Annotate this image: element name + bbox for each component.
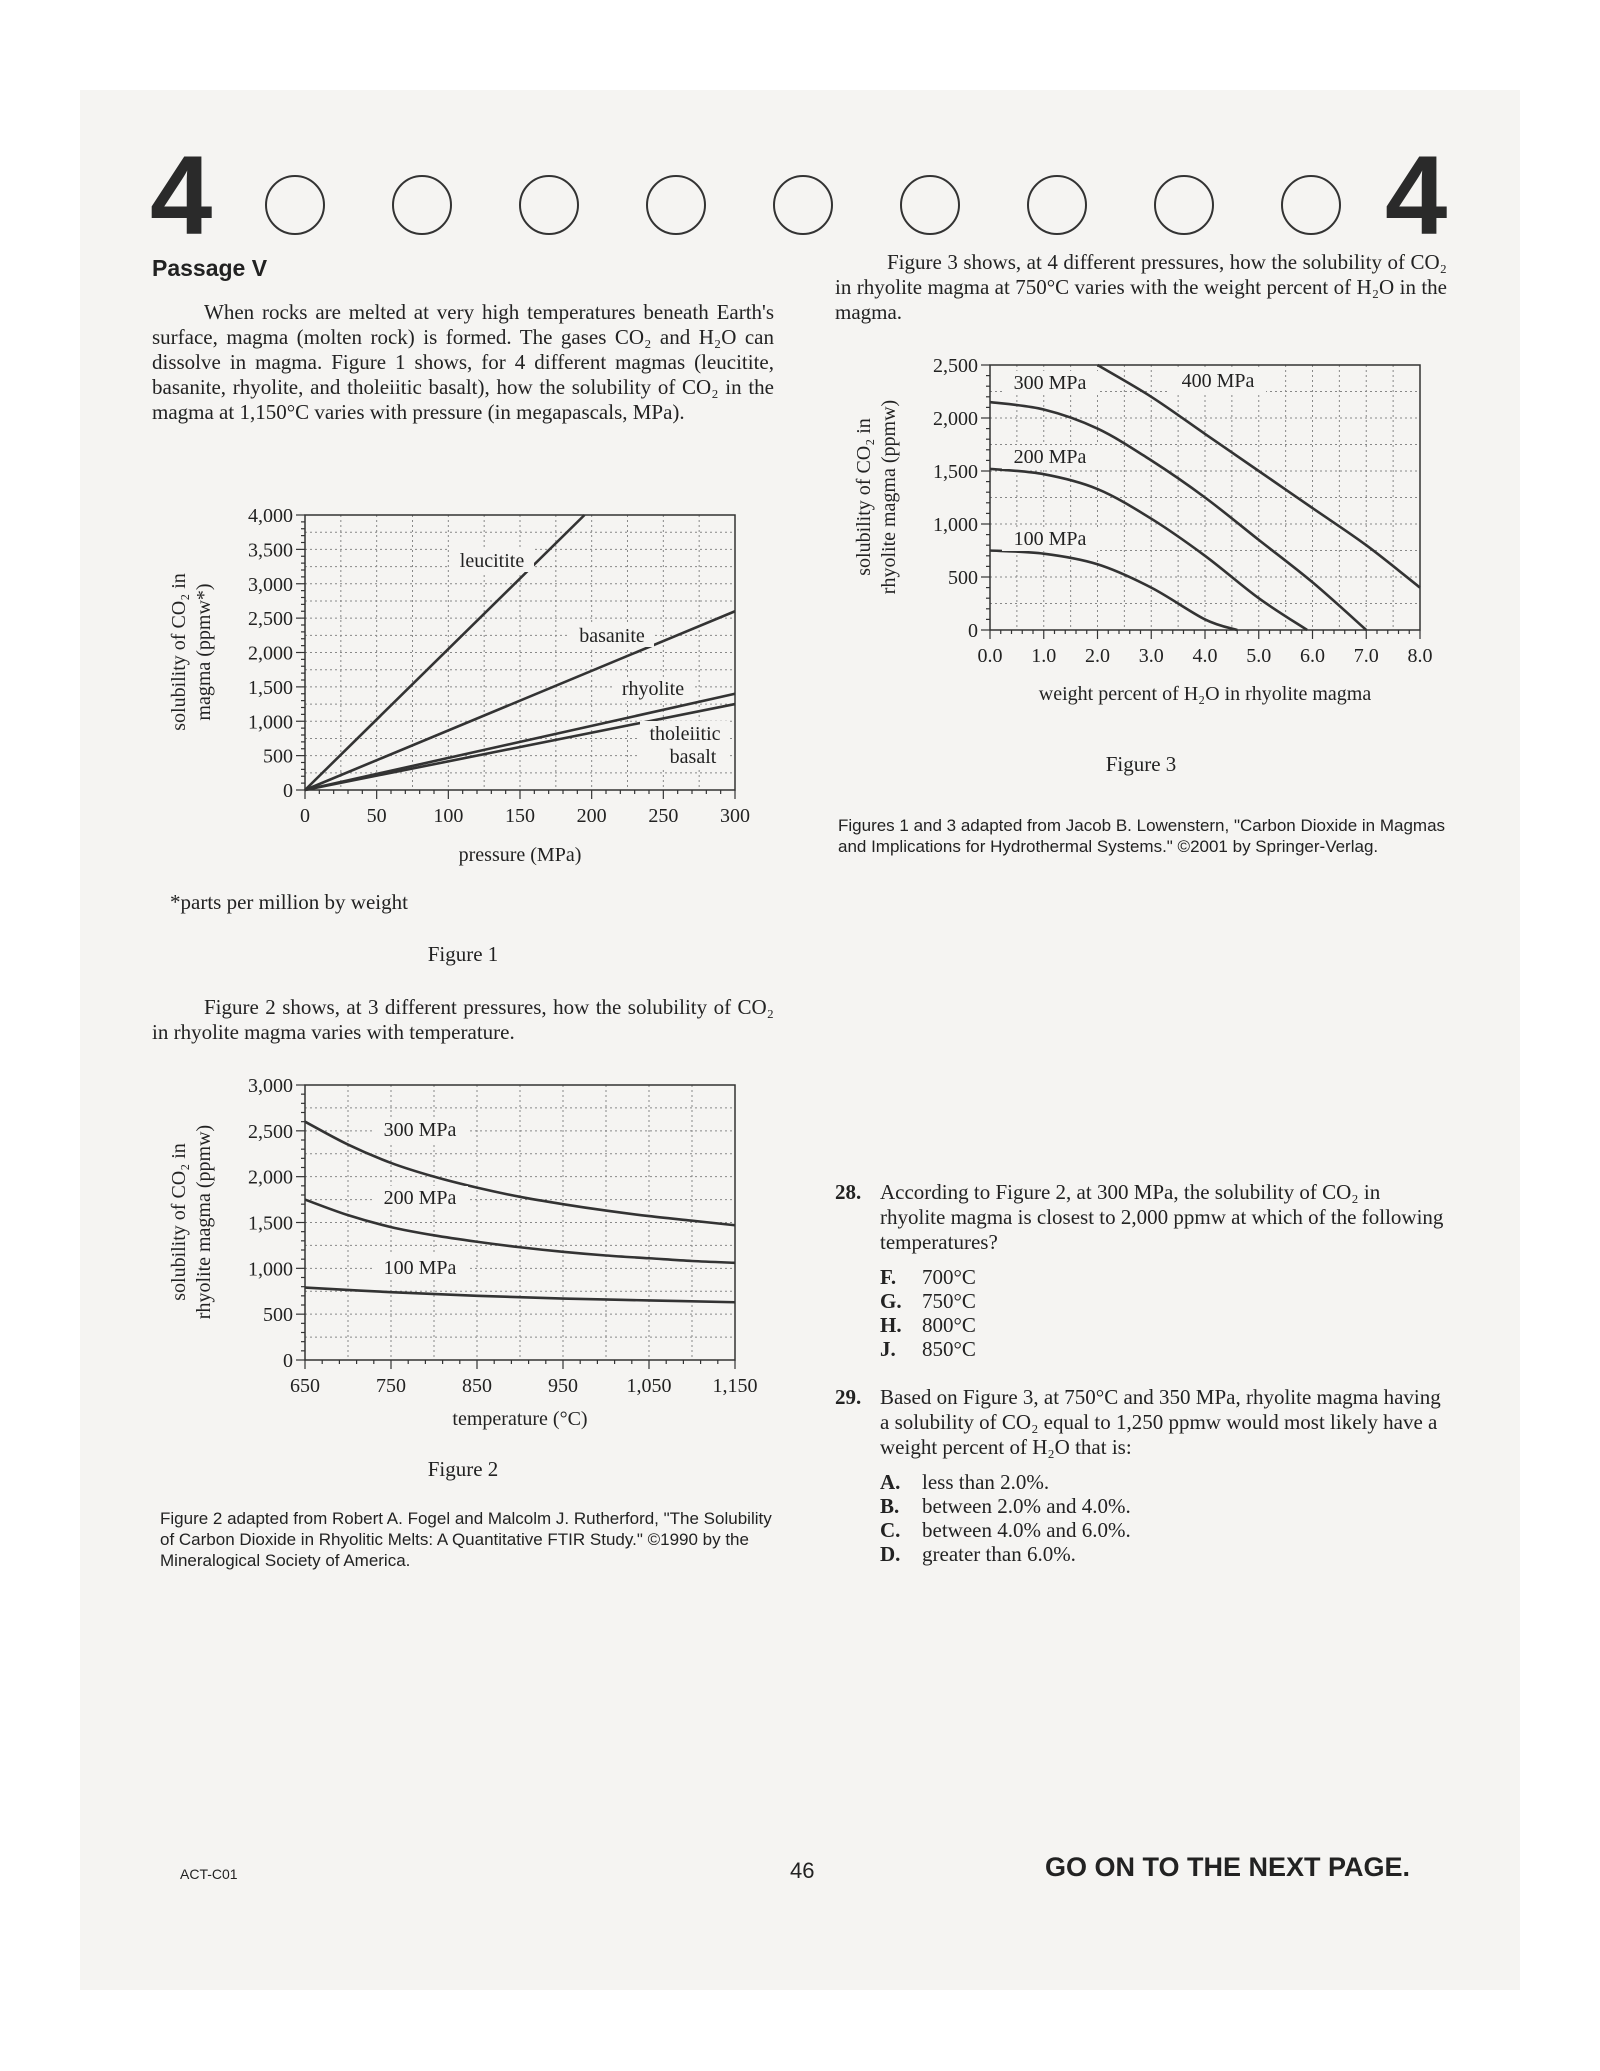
- xlabel: temperature (°C): [452, 1408, 588, 1430]
- series-line-300-mpa: [305, 1122, 735, 1226]
- y-tick-label: 1,000: [248, 1258, 293, 1281]
- series-line-100-mpa: [990, 551, 1237, 631]
- y-tick-label: 0: [283, 1350, 293, 1372]
- x-tick-label: 650: [290, 1375, 320, 1397]
- header-circle: [646, 175, 706, 235]
- figure-2-caption: Figure 2: [427, 1457, 499, 1481]
- y-tick-label: 3,000: [248, 1075, 293, 1097]
- x-tick-label: 3.0: [1138, 645, 1164, 667]
- ylabel-line1: solubility of CO₂ in: [853, 418, 875, 576]
- figure-1-chart: [150, 495, 790, 880]
- option-text: 800°C: [922, 1313, 976, 1337]
- header-circle: [1154, 175, 1214, 235]
- label-basalt: basalt: [669, 746, 717, 768]
- label-300mpa: 300 MPa: [1013, 372, 1087, 394]
- y-tick-label: 1,000: [933, 514, 978, 536]
- y-tick-label: 0: [968, 620, 978, 642]
- ylabel-line2: rhyolite magma (ppmw): [878, 399, 900, 595]
- option-h[interactable]: [880, 1313, 1450, 1337]
- header-circle: [1281, 175, 1341, 235]
- passage-intro: [152, 300, 774, 425]
- option-letter: D.: [880, 1542, 901, 1566]
- x-tick-label: 850: [462, 1375, 492, 1397]
- label-rhyolite: rhyolite: [621, 678, 685, 700]
- x-tick-label: 5.0: [1246, 645, 1272, 667]
- x-tick-label: 300: [720, 805, 750, 827]
- label-400mpa: 400 MPa: [1181, 370, 1255, 392]
- header-circle: [265, 175, 325, 235]
- option-text: 750°C: [922, 1289, 976, 1313]
- y-tick-label: 2,500: [933, 355, 978, 377]
- y-tick-label: 500: [263, 745, 293, 768]
- header-circle: [900, 175, 960, 235]
- option-b[interactable]: [880, 1494, 1450, 1518]
- ylabel-line1: solubility of CO₂ in: [168, 1143, 190, 1301]
- passage-title: Passage V: [152, 255, 268, 281]
- option-letter: B.: [880, 1494, 900, 1518]
- header-circle: [392, 175, 452, 235]
- figure-2-ticks: [248, 1075, 758, 1397]
- x-tick-label: 150: [505, 805, 535, 827]
- x-tick-label: 750: [376, 1375, 406, 1397]
- option-text: greater than 6.0%.: [922, 1542, 1076, 1566]
- x-tick-label: 7.0: [1353, 645, 1379, 667]
- option-j[interactable]: [880, 1337, 1450, 1361]
- section-number-left: 4: [150, 133, 213, 258]
- question-number: 29.: [835, 1385, 862, 1409]
- y-tick-label: 4,000: [248, 505, 293, 527]
- y-tick-label: 2,000: [933, 408, 978, 430]
- y-tick-label: 2,500: [248, 608, 293, 631]
- page-number: 46: [790, 1858, 815, 1883]
- x-tick-label: 2.0: [1085, 645, 1110, 667]
- x-tick-label: 0.0: [977, 645, 1003, 667]
- x-tick-label: 1,150: [712, 1375, 758, 1397]
- figure-3-ticks: [933, 355, 1433, 667]
- option-d[interactable]: [880, 1542, 1450, 1566]
- xlabel: weight percent of H₂O in rhyolite magma: [1038, 683, 1372, 705]
- section-number-right: 4: [1385, 133, 1448, 258]
- option-text: 850°C: [922, 1337, 976, 1361]
- y-tick-label: 3,500: [248, 539, 293, 562]
- y-tick-label: 0: [283, 780, 293, 802]
- option-text: 700°C: [922, 1265, 976, 1289]
- x-tick-label: 200: [576, 805, 607, 827]
- label-200mpa: 200 MPa: [1013, 446, 1087, 468]
- x-tick-label: 100: [433, 805, 464, 827]
- y-tick-label: 2,500: [248, 1120, 293, 1143]
- y-tick-label: 500: [948, 567, 978, 589]
- question-stem: According to Figure 2, at 300 MPa, the solubility of CO₂ in rhyolite magma is closest to 2,000 ppmw at which of the following temperatures?: [880, 1180, 1444, 1254]
- y-tick-label: 500: [263, 1304, 293, 1327]
- figure-3-caption: Figure 3: [1105, 752, 1177, 776]
- x-tick-label: 4.0: [1192, 645, 1218, 667]
- figure-2-chart: [150, 1060, 790, 1460]
- option-letter: H.: [880, 1313, 902, 1337]
- question-28: [835, 1180, 1450, 1361]
- intro-paragraph: When rocks are melted at very high temperatures beneath Earth's surface, magma (molten rock) is formed. The gases CO₂ and H₂O can dissolve in magma. Figure 1 shows, for 4 different magmas (leucitite, basanite, rhyolite, and tholeiitic basalt), how the solubility of CO₂ in the magma at 1,150°C varies with pressure (in megapascals, MPa).: [152, 300, 774, 424]
- header-circle: [1027, 175, 1087, 235]
- y-tick-label: 1,000: [248, 711, 293, 734]
- question-number: 28.: [835, 1180, 862, 1204]
- figure-1-footnote: *parts per million by weight: [170, 890, 408, 914]
- label-leucitite: leucitite: [459, 550, 525, 572]
- question-29: [835, 1385, 1450, 1566]
- x-tick-label: 50: [366, 805, 387, 827]
- option-f[interactable]: [880, 1265, 1450, 1289]
- label-300mpa: 300 MPa: [383, 1119, 457, 1141]
- y-tick-label: 2,000: [248, 642, 293, 665]
- x-tick-label: 250: [648, 805, 679, 827]
- header-circle: [773, 175, 833, 235]
- figure-3-intro: [835, 250, 1447, 325]
- figure-2-credit: Figure 2 adapted from Robert A. Fogel and Malcolm J. Rutherford, "The Solubility of Carbon Dioxide in Rhyolitic Melts: A Quantitative FTIR Study." ©1990 by the Mineralogical Society of America.: [160, 1509, 772, 1570]
- y-tick-label: 2,000: [248, 1166, 293, 1189]
- ylabel-line1: solubility of CO₂ in: [168, 573, 190, 731]
- figure-3-credit: Figures 1 and 3 adapted from Jacob B. Lowenstern, "Carbon Dioxide in Magmas and Implications for Hydrothermal Systems." ©2001 by Springer-Verlag.: [838, 816, 1446, 856]
- option-c[interactable]: [880, 1518, 1450, 1542]
- label-100mpa: 100 MPa: [1013, 528, 1087, 550]
- ylabel-line2: magma (ppmw*): [193, 583, 215, 721]
- x-tick-label: 6.0: [1300, 645, 1325, 667]
- label-basanite: basanite: [579, 625, 645, 647]
- x-tick-label: 8.0: [1407, 645, 1433, 667]
- fig3-paragraph: Figure 3 shows, at 4 different pressures, how the solubility of CO₂ in rhyolite magma at 750°C varies with the weight percent of H₂O in the magma.: [835, 250, 1447, 324]
- fig2-paragraph: Figure 2 shows, at 3 different pressures, how the solubility of CO₂ in rhyolite magma varies with temperature.: [152, 995, 774, 1044]
- figure-2-intro: [152, 995, 774, 1045]
- y-tick-label: 3,000: [248, 573, 293, 596]
- question-stem: Based on Figure 3, at 750°C and 350 MPa, rhyolite magma having a solubility of CO₂ equal to 1,250 ppmw would most likely have a weight percent of H₂O that is:: [880, 1385, 1441, 1459]
- option-a[interactable]: [880, 1470, 1450, 1494]
- option-text: between 4.0% and 6.0%.: [922, 1518, 1131, 1542]
- option-text: between 2.0% and 4.0%.: [922, 1494, 1131, 1518]
- footer-code: ACT-C01: [180, 1866, 238, 1882]
- label-tholeiitic: tholeiitic: [649, 723, 721, 745]
- y-tick-label: 1,500: [933, 461, 978, 483]
- ylabel-line2: rhyolite magma (ppmw): [193, 1124, 215, 1320]
- header-circle: [519, 175, 579, 235]
- option-letter: J.: [880, 1337, 896, 1361]
- x-tick-label: 1.0: [1031, 645, 1057, 667]
- label-200mpa: 200 MPa: [383, 1187, 457, 1209]
- figure-1-caption: Figure 1: [427, 942, 499, 966]
- xlabel: pressure (MPa): [458, 844, 582, 866]
- option-g[interactable]: [880, 1289, 1450, 1313]
- figure-3-chart: [835, 345, 1455, 730]
- option-letter: A.: [880, 1470, 901, 1494]
- x-tick-label: 950: [548, 1375, 578, 1397]
- y-tick-label: 1,500: [248, 676, 293, 699]
- option-letter: G.: [880, 1289, 902, 1313]
- label-100mpa: 100 MPa: [383, 1257, 457, 1279]
- option-text: less than 2.0%.: [922, 1470, 1050, 1494]
- continue-notice: GO ON TO THE NEXT PAGE.: [1045, 1852, 1411, 1882]
- x-tick-label: 0: [300, 805, 310, 827]
- x-tick-label: 1,050: [626, 1375, 672, 1397]
- option-letter: C.: [880, 1518, 901, 1542]
- option-letter: F.: [880, 1265, 897, 1289]
- y-tick-label: 1,500: [248, 1212, 293, 1235]
